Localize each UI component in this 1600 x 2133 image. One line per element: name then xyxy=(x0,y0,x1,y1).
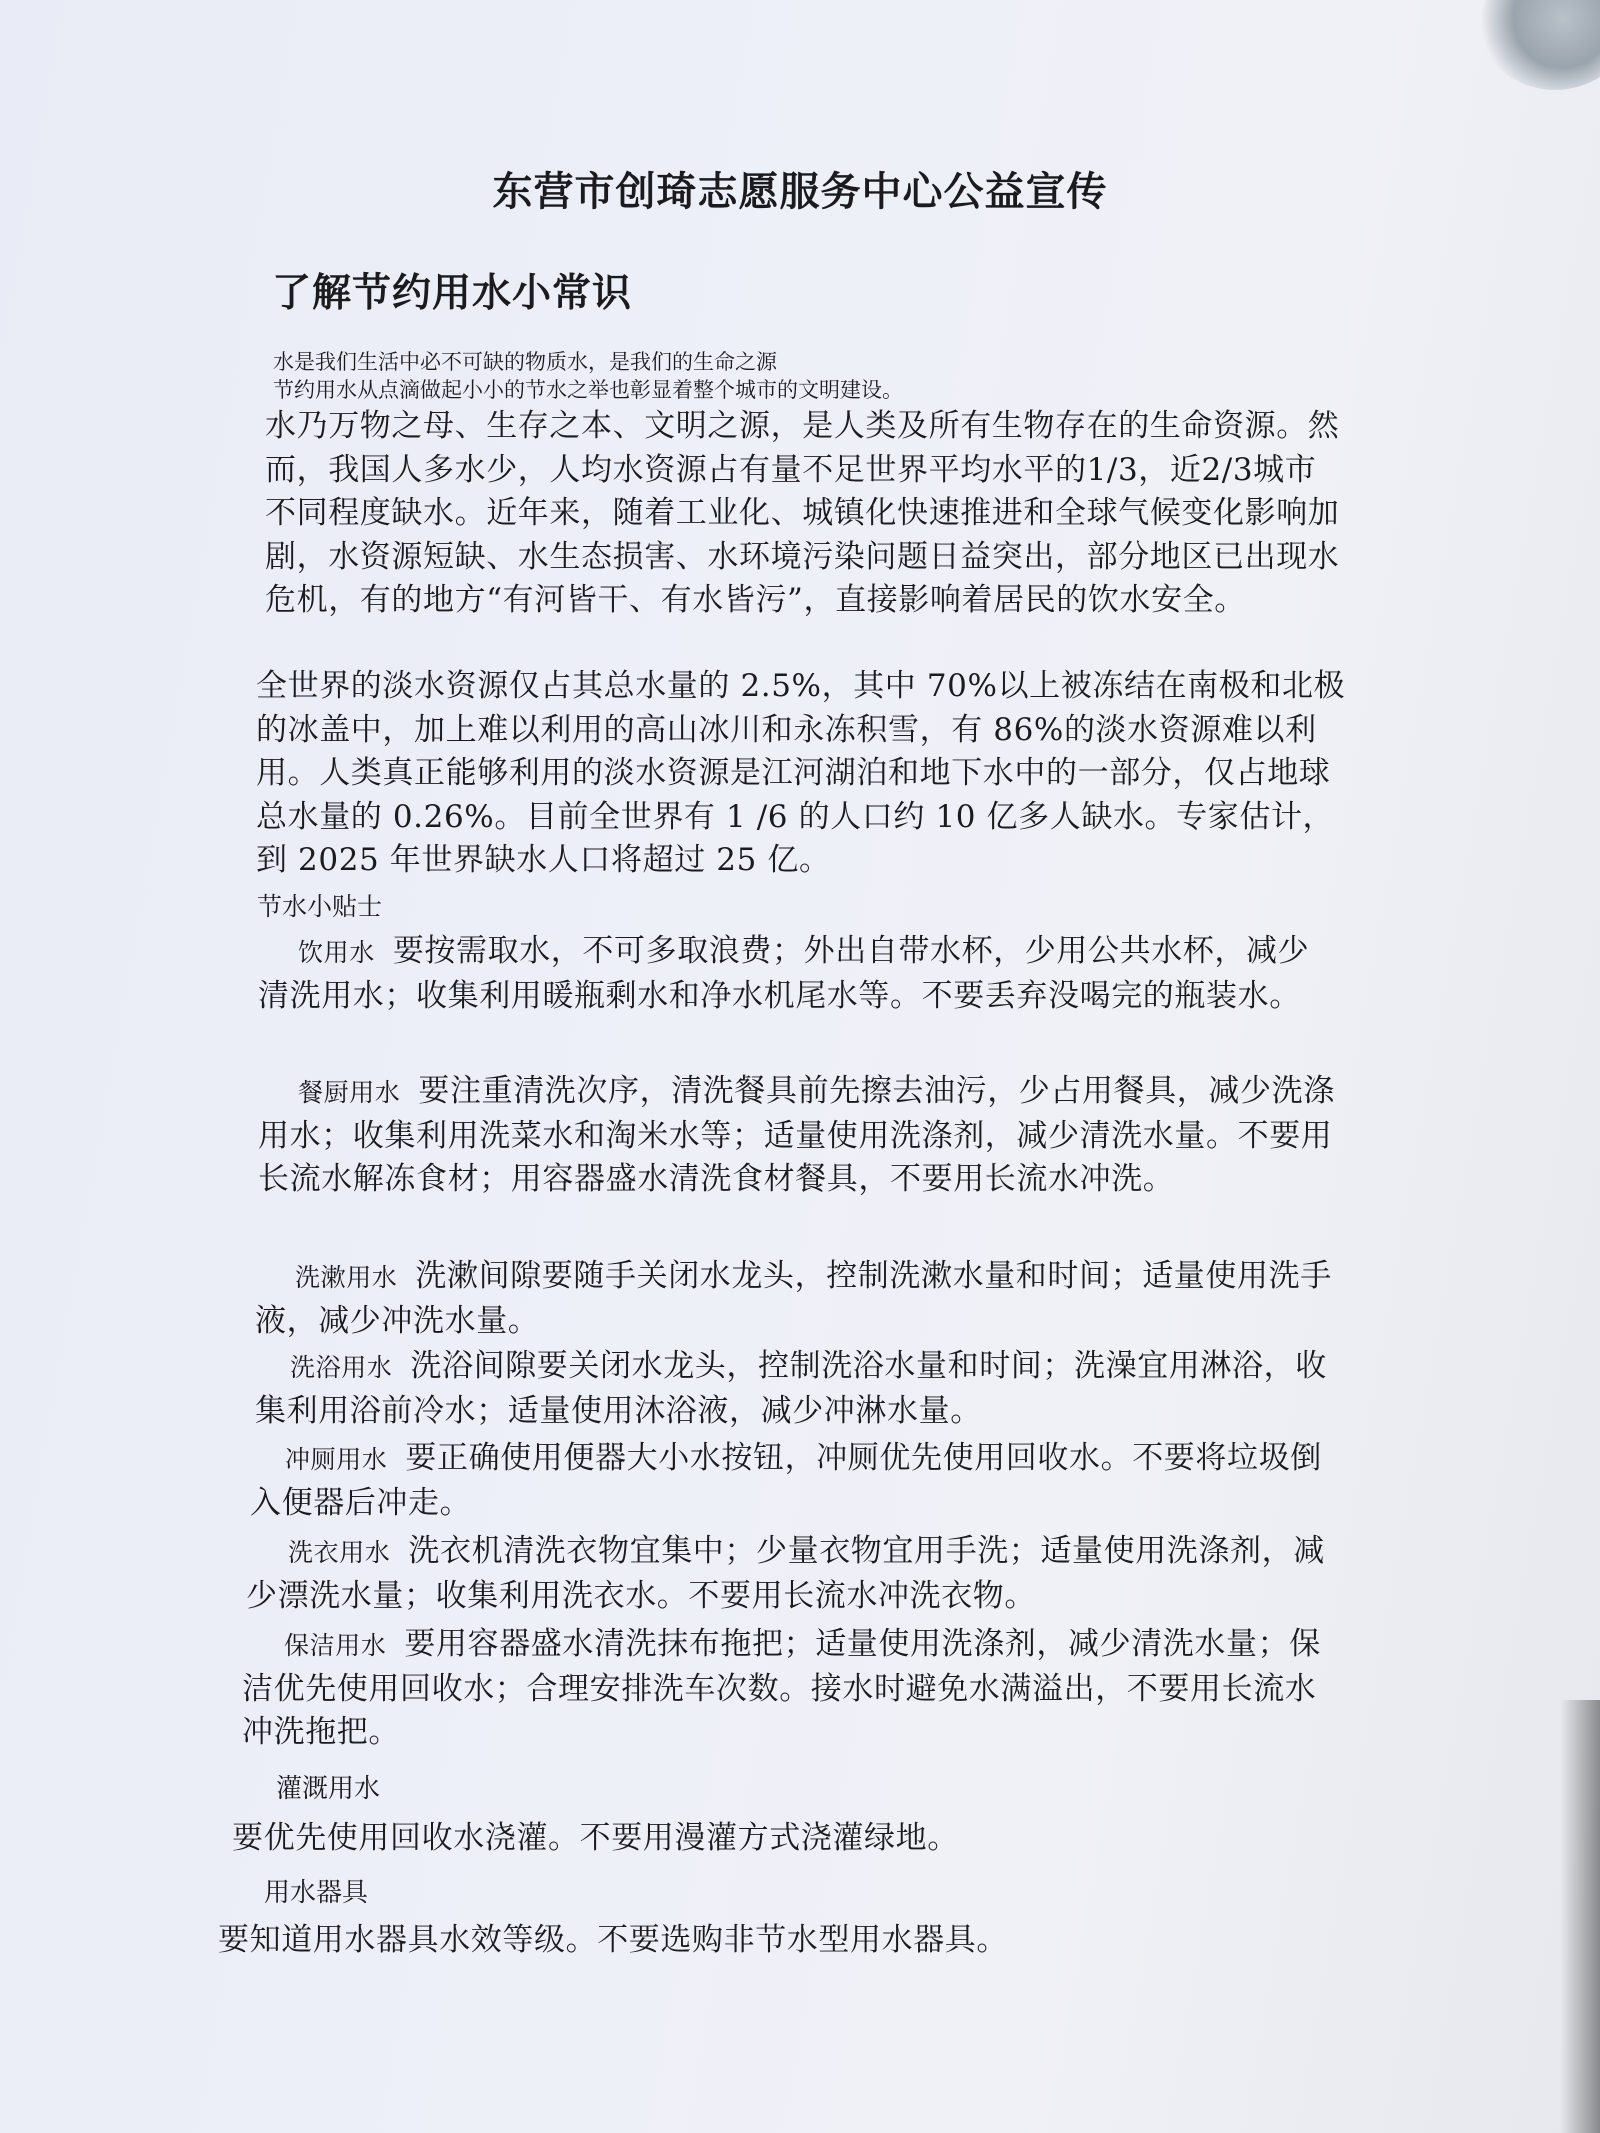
tip-cleaning-water xyxy=(242,1623,1342,1755)
tip-label: 用水器具 xyxy=(264,1878,369,1908)
tip-label: 保洁用水 xyxy=(284,1631,387,1660)
tip-laundry-water xyxy=(246,1530,1346,1618)
tip-label: 洗浴用水 xyxy=(290,1353,393,1382)
tip-text: 要用容器盛水清洗抹布拖把；适量使用洗涤剂，减少清洗水量；保洁优先使用回收水；合理安排洗车次数。接水时避免水满溢出，不要用长流水冲洗拖把。 xyxy=(242,1626,1321,1750)
tip-text: 要注重清洗次序，清洗餐具前先擦去油污，少占用餐具，减少洗涤用水；收集利用洗菜水和淘米水等；适量使用洗涤剂，减少清洗水量。不要用长流水解冻食材；用容器盛水清洗食材餐具，不要用长流水冲洗。 xyxy=(258,1073,1335,1197)
document-title: 东营市创琦志愿服务中心公益宣传 xyxy=(492,169,1108,215)
tip-text: 洗浴间隙要关闭水龙头，控制洗浴水量和时间；洗澡宜用淋浴，收集利用浴前冷水；适量使用沐浴液，减少冲淋水量。 xyxy=(255,1348,1327,1429)
intro-line: 节约用水从点滴做起小小的节水之举也彰显着整个城市的文明建设。 xyxy=(273,378,903,402)
document-subtitle: 了解节约用水小常识 xyxy=(272,271,633,316)
tip-text: 洗漱间隙要随手关闭水龙头，控制洗漱水量和时间；适量使用洗手液，减少冲洗水量。 xyxy=(255,1258,1332,1339)
tip-text: 洗衣机清洗衣物宜集中；少量衣物宜用手洗；适量使用洗涤剂，减少漂洗水量；收集利用洗衣水。不要用长流水冲洗衣物。 xyxy=(246,1533,1325,1614)
tip-label: 冲厕用水 xyxy=(285,1445,388,1474)
tip-text: 要正确使用便器大小水按钮，冲厕优先使用回收水。不要将垃圾倒入便器后冲走。 xyxy=(250,1440,1322,1521)
tip-kitchen-water xyxy=(258,1070,1338,1202)
intro-line: 水是我们生活中必不可缺的物质水，是我们的生命之源 xyxy=(273,350,777,374)
tip-drinking-water xyxy=(258,930,1318,1018)
tip-label: 餐厨用水 xyxy=(298,1078,401,1107)
tip-label: 饮用水 xyxy=(298,938,375,967)
tip-label: 洗衣用水 xyxy=(288,1538,391,1567)
body-paragraph: 全世界的淡水资源仅占其总水量的 2.5%，其中 70%以上被冻结在南极和北极的冰盖中，加上难以利用的高山冰川和永冻积雪，有 86%的淡水资源难以利用。人类真正能够利用的淡水资源是江河湖泊和地下水中的一部分，仅占地球总水量的 0.26%。目前全世界有 1 /6 的人口约 10 亿多人缺水。专家估计，到 2025 年世界缺水人口将超过 25 亿。 xyxy=(256,668,1346,878)
tip-bathing-water xyxy=(255,1345,1345,1433)
tips-heading: 节水小贴士 xyxy=(257,892,383,921)
tip-text: 要按需取水，不可多取浪费；外出自带水杯，少用公共水杯，减少清洗用水；收集利用暖瓶剩水和净水机尾水等。不要丢弃没喝完的瓶装水。 xyxy=(258,933,1310,1014)
tip-text: 要知道用水器具水效等级。不要选购非节水型用水器具。 xyxy=(218,1922,1008,1958)
tip-label: 灌溉用水 xyxy=(276,1774,381,1804)
tip-text: 要优先使用回收水浇灌。不要用漫灌方式浇灌绿地。 xyxy=(232,1820,959,1856)
body-paragraph: 水乃万物之母、生存之本、文明之源，是人类及所有生物存在的生命资源。然而，我国人多水少，人均水资源占有量不足世界平均水平的1/3，近2/3城市不同程度缺水。近年来，随着工业化、城镇化快速推进和全球气候变化影响加剧，水资源短缺、水生态损害、水环境污染问题日益突出，部分地区已出现水危机，有的地方“有河皆干、有水皆污”，直接影响着居民的饮水安全。 xyxy=(265,408,1340,618)
tip-label: 洗漱用水 xyxy=(295,1263,398,1292)
tip-washing-water xyxy=(255,1255,1335,1343)
tip-toilet-water xyxy=(250,1437,1350,1525)
